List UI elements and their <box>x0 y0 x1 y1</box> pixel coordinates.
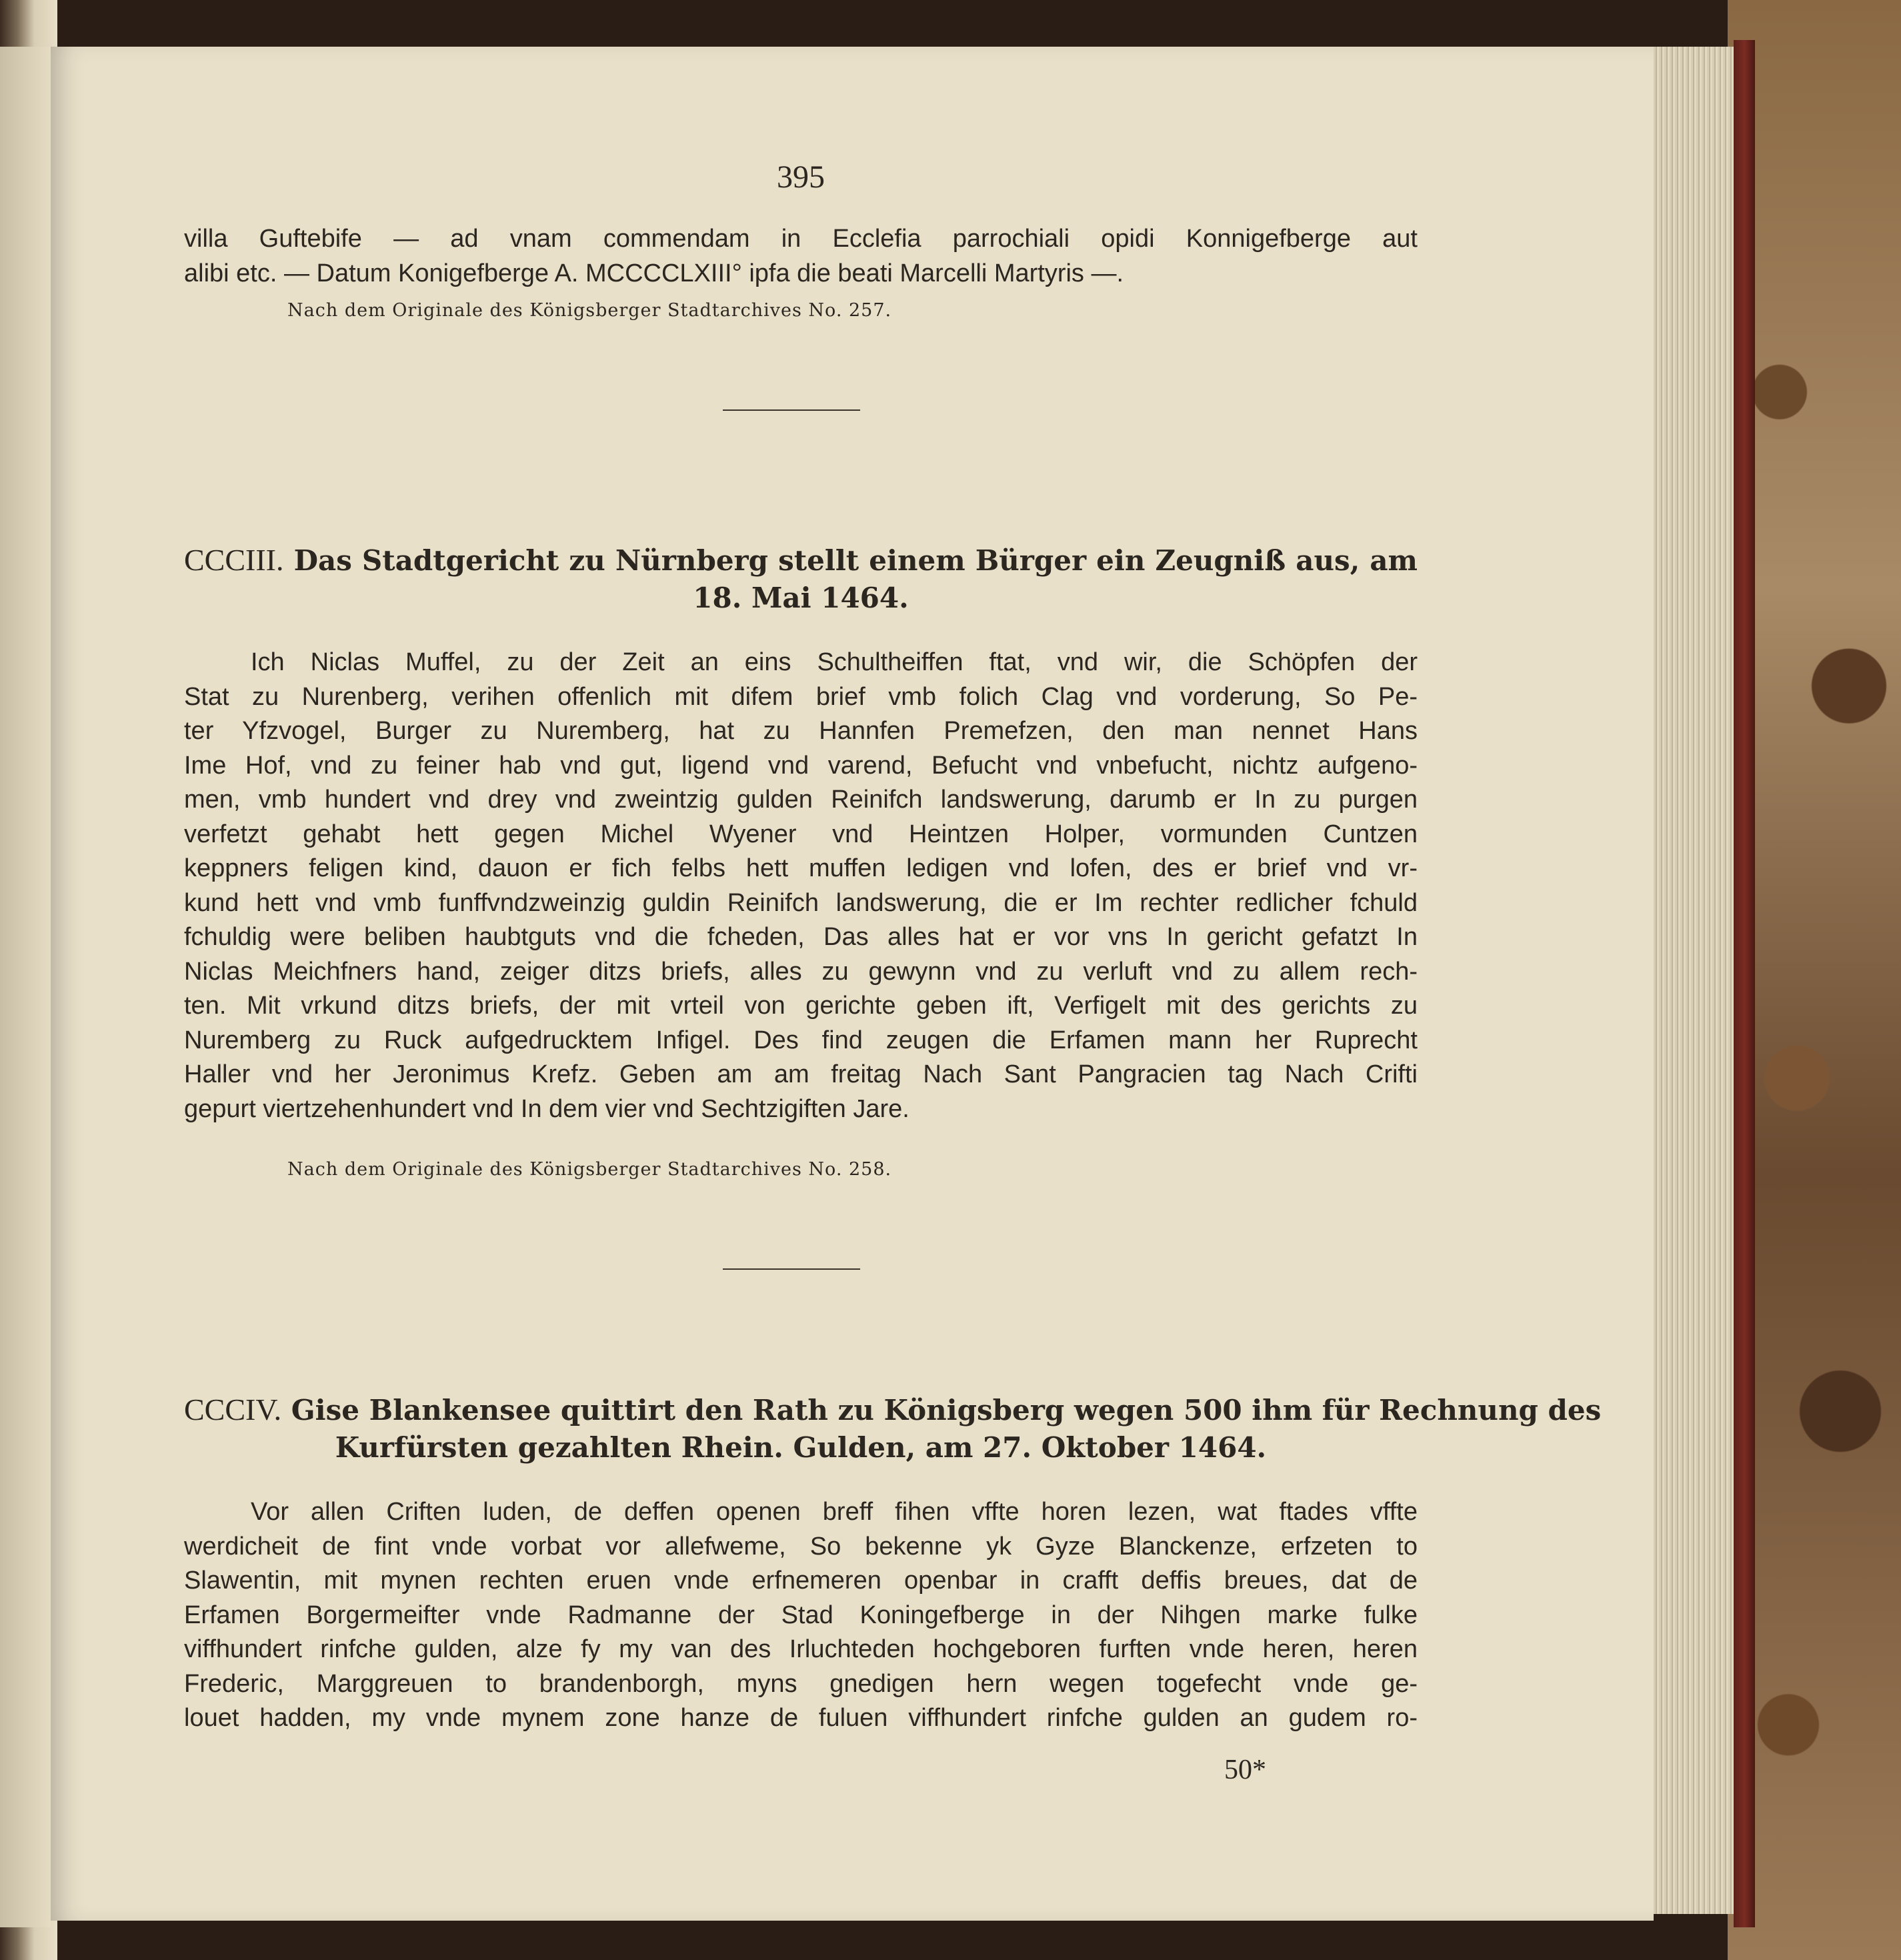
text-line: Haller vnd her Jeronimus Krefz. Geben am am freitag Nach Sant Pangracien tag Nach Crifti <box>184 1060 1418 1088</box>
book-page <box>51 47 1654 1921</box>
document-heading <box>184 1391 1602 1466</box>
text-line: men, vmb hundert vnd drey vnd zweintzig gulden Reinifch landswerung, darumb er In zu purgen <box>184 786 1418 814</box>
text-line: verfetzt gehabt hett gegen Michel Wyener vnd Heintzen Holper, vormunden Cuntzen <box>184 820 1418 848</box>
text-line: Frederic, Marggreuen to brandenborgh, myns gnedigen hern wegen togefecht vnde ge- <box>184 1669 1418 1698</box>
source-note: Nach dem Originale des Königsberger Stadtarchives No. 257. <box>287 300 892 321</box>
text-line: Stat zu Nurenberg, verihen offenlich mit difem brief vmb folich Clag vnd vorderung, So Pe- <box>184 682 1418 711</box>
document-body <box>184 1495 1418 1736</box>
facing-page-edge <box>0 47 51 1927</box>
text-line: villa Guftebife — ad vnam commendam in Ecclefia parrochiali opidi Konnigefberge aut <box>184 225 1418 253</box>
document-body <box>184 646 1418 1126</box>
text-line: werdicheit de fint vnde vorbat vor allefweme, So bekenne yk Gyze Blanckenze, erfzeten to <box>184 1532 1418 1561</box>
section-divider <box>723 409 860 411</box>
text-line: Ich Niclas Muffel, zu der Zeit an eins Schultheiffen ftat, vnd wir, die Schöpfen der <box>251 648 1418 676</box>
text-line: gepurt viertzehenhundert vnd In dem vier vnd Sechtzigiften Jare. <box>184 1094 909 1123</box>
text-line: ter Yfzvogel, Burger zu Nuremberg, hat zu Hannfen Premefzen, den man nennet Hans <box>184 717 1418 745</box>
document-title: Das Stadtgericht zu Nürnberg stellt einem Bürger ein Zeugniß aus, am <box>293 544 1418 577</box>
signature-mark: 50* <box>1224 1755 1266 1785</box>
source-note: Nach dem Originale des Königsberger Stadtarchives No. 258. <box>287 1159 892 1180</box>
document-date: Kurfürsten gezahlten Rhein. Gulden, am 27. Oktober 1464. <box>335 1431 1267 1464</box>
text-line: ten. Mit vrkund ditzs briefs, der mit vrteil von gerichte geben ift, Verfigelt mit des gerichts zu <box>184 992 1418 1020</box>
text-line: alibi etc. — Datum Konigefberge A. MCCCCLXIII° ipfa die beati Marcelli Martyris —. <box>184 259 1124 287</box>
document-number: CCCIV. <box>184 1392 282 1426</box>
section-divider <box>723 1268 860 1270</box>
text-line: Erfamen Borgermeifter vnde Radmanne der Stad Koningefberge in der Nihgen marke fulke <box>184 1601 1418 1629</box>
document-date: 18. Mai 1464. <box>693 582 909 614</box>
cover-leather-band <box>1734 40 1755 1927</box>
page-fore-edge <box>1654 47 1734 1914</box>
text-line: louet hadden, my vnde mynem zone hanze de fuluen viffhundert rinfche gulden an gudem ro- <box>184 1704 1418 1732</box>
document-heading <box>184 542 1418 617</box>
document-number: CCCIII. <box>184 543 284 577</box>
text-line: Slawentin, mit mynen rechten eruen vnde erfnemeren openbar in crafft deffis breues, dat de <box>184 1567 1418 1595</box>
text-line: Vor allen Criften luden, de deffen openen breff fihen vffte horen lezen, wat ftades vffte <box>251 1498 1418 1526</box>
intro-paragraph <box>184 222 1418 291</box>
text-line: kund hett vnd vmb funffvndzweinzig guldin Reinifch landswerung, die er Im rechter redlicher fchuld <box>184 888 1418 917</box>
text-line: keppners feligen kind, dauon er fich felbs hett muffen ledigen vnd lofen, des er brief vnd vr- <box>184 854 1418 882</box>
document-title: Gise Blankensee quittirt den Rath zu Königsberg wegen 500 ihm für Rechnung des <box>291 1394 1602 1426</box>
text-line: Ime Hof, vnd zu feiner hab vnd gut, ligend vnd varend, Befucht vnd vnbefucht, nichtz aufgeno- <box>184 751 1418 780</box>
text-line: viffhundert rinfche gulden, alze fy my van des Irluchteden hochgeboren furften vnde heren, heren <box>184 1635 1418 1663</box>
text-line: fchuldig were beliben haubtguts vnd die fcheden, Das alles hat er vor vns In gericht gefatzt In <box>184 923 1418 951</box>
page-number: 395 <box>777 159 825 195</box>
text-line: Niclas Meichfners hand, zeiger ditzs briefs, alles zu gewynn vnd zu verluft vnd zu allem rech- <box>184 957 1418 986</box>
text-line: Nuremberg zu Ruck aufgedrucktem Infigel. Des find zeugen die Erfamen mann her Ruprecht <box>184 1026 1418 1054</box>
